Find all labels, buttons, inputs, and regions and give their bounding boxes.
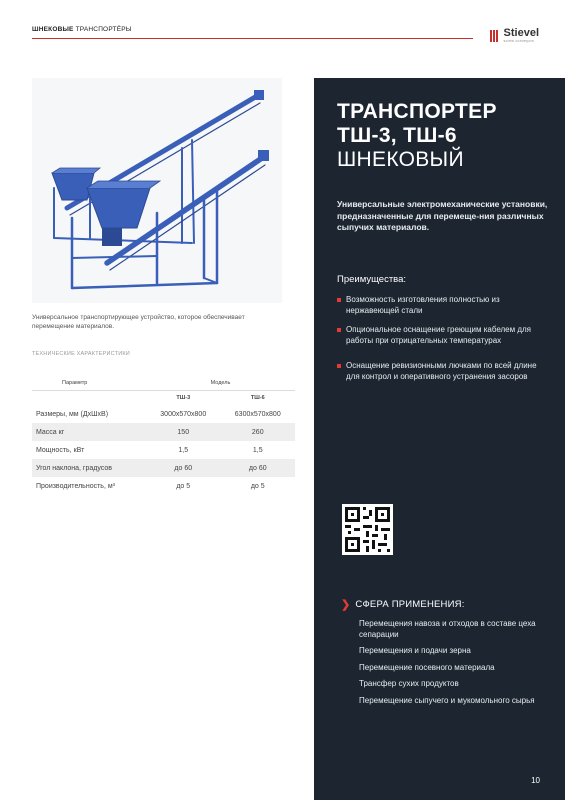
value-cell: до 5 [176,482,191,490]
logo-mark-icon [490,30,500,42]
specs-table [32,376,295,495]
section-breadcrumb [32,26,132,33]
list-item: Перемещения и подачи зерна [359,646,471,655]
param-header: Параметр [62,380,88,386]
value-cell: 1,5 [252,446,263,454]
application-heading-text: СФЕРА ПРИМЕНЕНИЯ: [355,599,465,610]
qr-code[interactable] [342,504,393,555]
advantages-list [337,294,552,382]
list-item: Перемещение сыпучего и мукомольного сырья [359,695,535,705]
list-item: Перемещение посевного материала [359,662,495,672]
title-line-1: ТРАНСПОРТЕР [337,100,497,123]
table-row [32,405,295,423]
application-list [359,619,559,712]
application-heading [341,598,465,611]
conveyor-illustration [32,78,282,303]
product-image [32,78,282,303]
value-cell: 3000x570x800 [160,410,207,418]
title-line-3: ШНЕКОВЫЙ [337,148,464,171]
value-cell: до 5 [250,482,265,490]
section-bold: ШНЕКОВЫЕ [32,26,74,33]
value-cell: 6300x570x800 [234,410,281,418]
product-intro: Универсальные электромеханические установки, предназначенные для перемеще-ния различных сыпучих материалов. [337,199,548,232]
value-cell: 1,5 [178,446,189,454]
empty-header [32,391,146,406]
model-col-2: ТШ-6 [221,391,296,406]
param-cell: Размеры, мм (ДхШхВ) [36,410,109,418]
specs-title: ТЕХНИЧЕСКИЕ ХАРАКТЕРИСТИКИ [32,351,130,357]
model-header: Модель [210,380,231,386]
logo-subtext: screw conveyors [503,39,535,43]
model-col-1: ТШ-3 [146,391,221,406]
title-line-2: ТШ-3, ТШ-6 [337,124,457,147]
value-cell: 150 [177,428,190,436]
product-title [337,100,497,148]
param-cell: Угол наклона, градусов [36,464,112,472]
chevron-right-icon: ❯ [341,599,351,611]
param-cell: Производительность, м³ [36,482,115,490]
advantages-heading: Преимущества: [337,274,407,285]
header-divider [32,38,473,39]
list-item: Трансфер сухих продуктов [359,679,459,688]
list-item: Опциональное оснащение греющим кабелем для работы при отрицательных температурах [337,324,552,346]
table-row [32,441,295,459]
param-cell: Мощность, кВт [36,446,85,454]
value-cell: 260 [251,428,264,436]
table-row [32,477,295,495]
param-cell: Масса кг [36,428,65,436]
list-item: Возможность изготовления полностью из нержавеющей стали [337,294,552,316]
value-cell: до 60 [248,464,267,472]
table-row [32,459,295,477]
logo-text: Stievel [503,27,539,39]
value-cell: до 60 [174,464,193,472]
image-caption: Универсальное транспортирующее устройство, которое обеспечивает перемещение материалов. [32,314,245,330]
list-item: Оснащение ревизионными лючками по всей длине для контрол и оперативного устранения засоров [337,360,552,382]
table-row [32,423,295,441]
info-panel [314,78,565,800]
section-rest: ТРАНСПОРТЁРЫ [75,26,132,33]
brand-logo [490,28,539,44]
list-item: Перемещения навоза и отходов в составе цеха сепарации [359,619,536,639]
qr-code-icon [342,504,393,555]
page-number: 10 [531,776,540,785]
